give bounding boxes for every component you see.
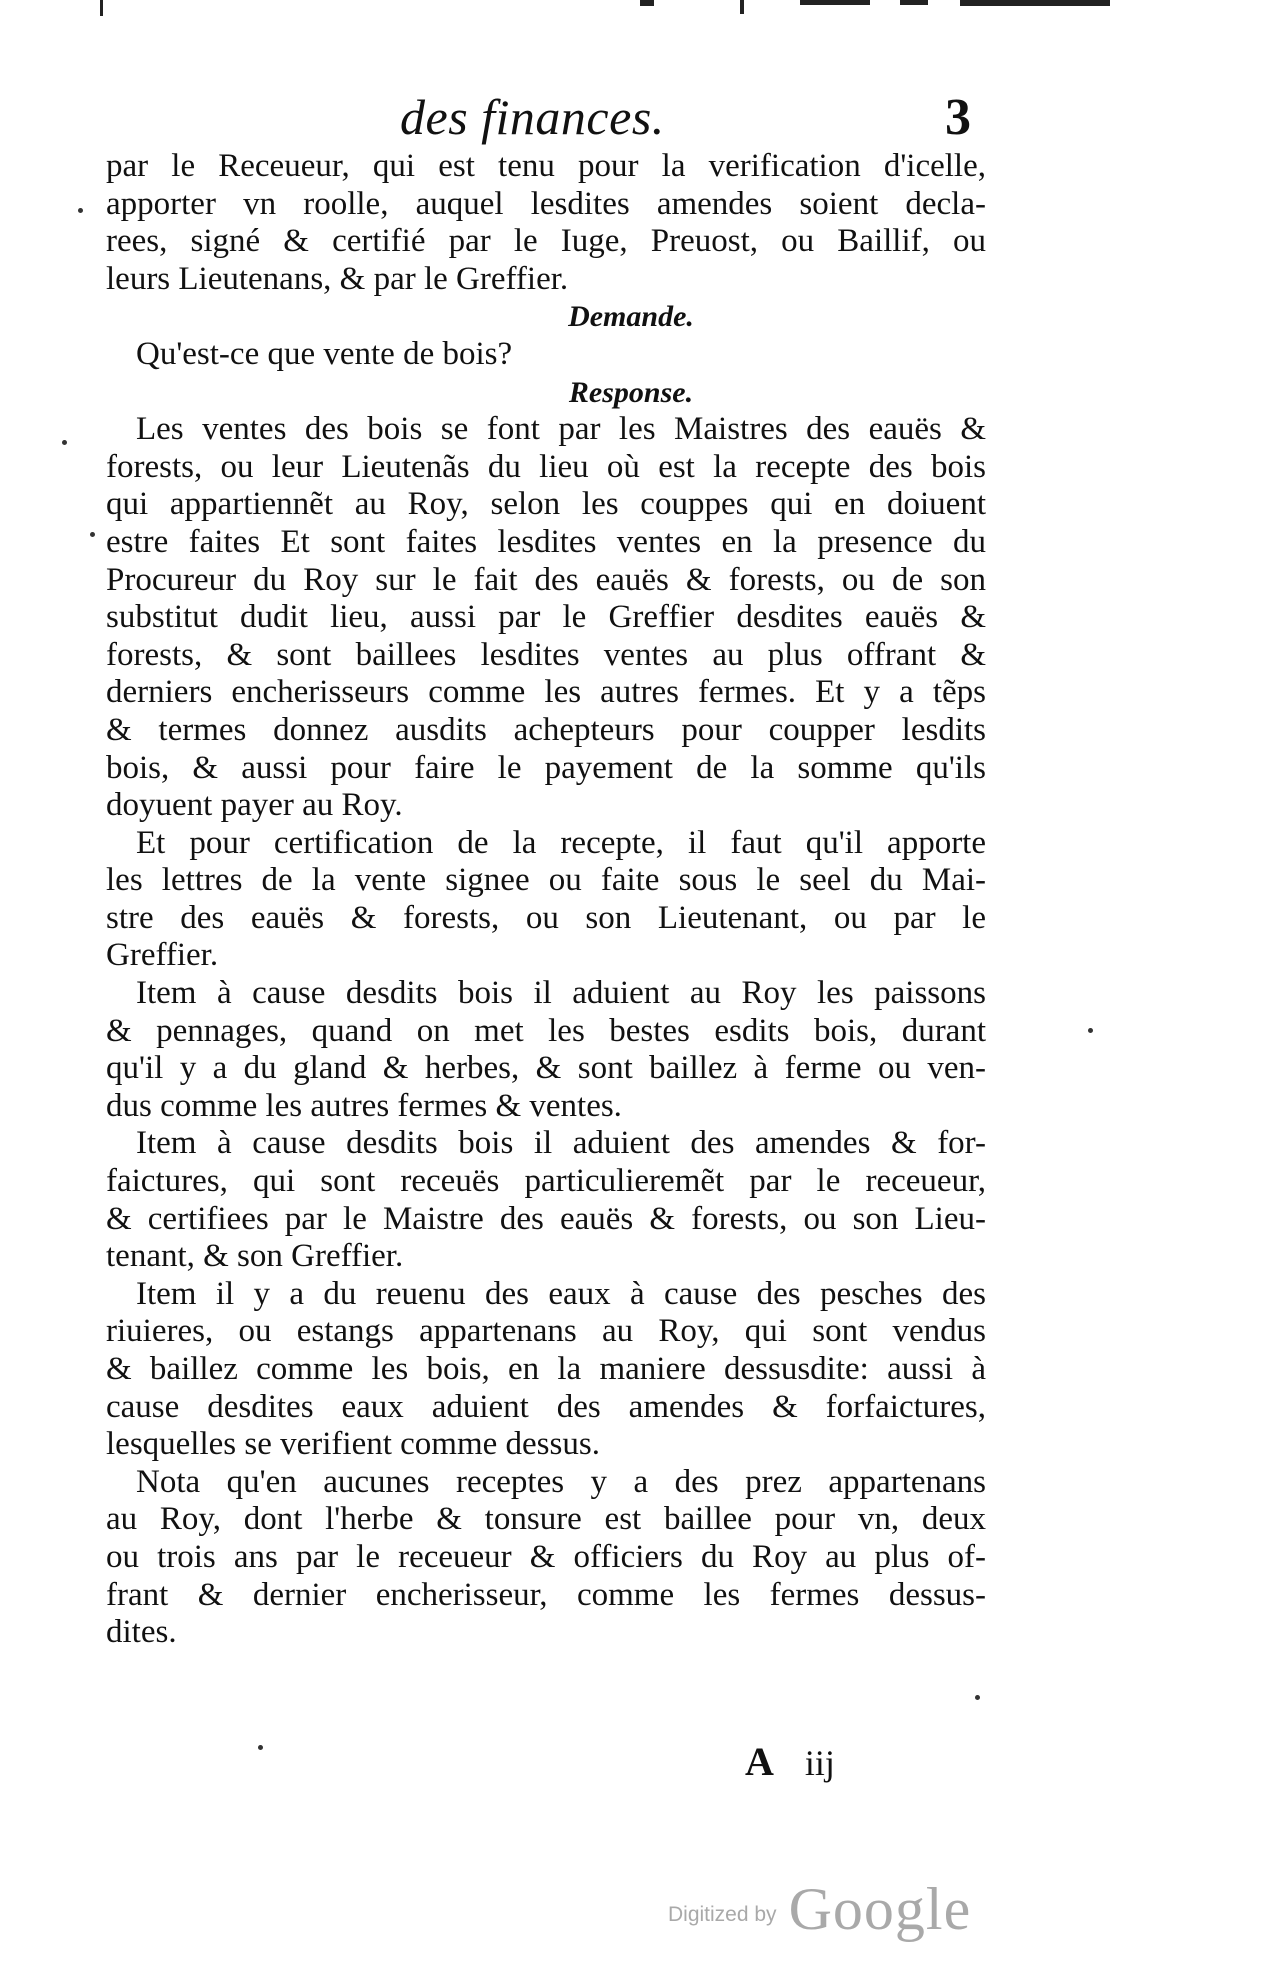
text-line: Nota qu'en aucunes receptes y a des prez appartenans	[136, 1463, 986, 1500]
ink-speck	[90, 532, 95, 537]
text-line: au Roy, dont l'herbe & tonsure est baillee pour vn, deux	[106, 1501, 986, 1538]
text-line: rees, signé & certifié par le Iuge, Preuost, ou Baillif, ou	[106, 223, 986, 260]
text-line: faictures, qui sont receuës particulieremẽt par le receueur,	[106, 1163, 986, 1200]
signature-letter: A	[745, 1739, 774, 1784]
text-line: Procureur du Roy sur le fait des eauës & forests, ou de son	[106, 561, 986, 598]
text-line: derniers encherisseurs comme les autres fermes. Et y a tẽps	[106, 674, 986, 711]
text-line: cause desdites eaux aduient des amendes & forfaictures,	[106, 1388, 986, 1425]
page-number: 3	[945, 89, 971, 146]
text-line: & termes donnez ausdits achepteurs pour coupper lesdits	[106, 711, 986, 748]
text-line: forests, & sont baillees lesdites ventes au plus offrant &	[106, 636, 986, 673]
text-line: les lettres de la vente signee ou faite sous le seel du Mai-	[106, 862, 986, 899]
ink-speck	[78, 208, 83, 213]
question-line: Qu'est-ce que vente de bois?	[136, 335, 513, 372]
text-line: & baillez comme les bois, en la maniere dessusdite: aussi à	[106, 1351, 986, 1387]
text-line: & pennages, quand on met les bestes esdits bois, durant	[106, 1012, 986, 1049]
text-line: riuieres, ou estangs appartenans au Roy, qui sont vendus	[106, 1313, 986, 1350]
ink-speck	[258, 1745, 263, 1750]
text-line: frant & dernier encherisseur, comme les fermes dessus-	[106, 1576, 986, 1613]
text-line: bois, & aussi pour faire le payement de la somme qu'ils	[106, 749, 986, 786]
text-line: Greffier.	[106, 937, 219, 974]
text-line: tenant, & son Greffier.	[106, 1238, 404, 1275]
text-line: qu'il y a du gland & herbes, & sont baillez à ferme ou ven-	[106, 1050, 986, 1087]
top-edge-marks	[100, 0, 1160, 22]
text-line: estre faites Et sont faites lesdites ventes en la presence du	[106, 523, 986, 560]
text-line: Item à cause desdits bois il aduient au Roy les paissons	[136, 975, 986, 1012]
text-line: doyuent payer au Roy.	[106, 787, 403, 824]
ink-speck	[1088, 1028, 1093, 1033]
ink-speck	[62, 440, 67, 445]
section-heading-demande: Demande.	[568, 300, 694, 334]
text-line: Et pour certification de la recepte, il faut qu'il apporte	[136, 824, 986, 861]
text-line: Item il y a du reuenu des eaux à cause des pesches des	[136, 1275, 986, 1312]
text-line: lesquelles se verifient comme dessus.	[106, 1426, 600, 1463]
section-heading-response: Response.	[568, 375, 694, 409]
text-line: par le Receueur, qui est tenu pour la verification d'icelle,	[106, 148, 986, 184]
text-line: & certifiees par le Maistre des eauës & forests, ou son Lieu-	[106, 1200, 986, 1237]
text-line: qui appartiennẽt au Roy, selon les couppes qui en doiuent	[106, 486, 986, 523]
text-line: substitut dudit lieu, aussi par le Greffier desdites eauës &	[106, 599, 986, 636]
ink-speck	[975, 1695, 980, 1700]
digitized-watermark	[668, 1875, 971, 1944]
text-line: apporter vn roolle, auquel lesdites amendes soient decla-	[106, 185, 986, 222]
text-line: Item à cause desdits bois il aduient des amendes & for-	[136, 1125, 986, 1162]
signature-mark	[745, 1738, 835, 1785]
text-line: dus comme les autres fermes & ventes.	[106, 1087, 622, 1124]
body-text	[106, 148, 986, 1652]
text-line: leurs Lieutenans, & par le Greffier.	[106, 260, 569, 297]
signature-numeral: iij	[804, 1743, 835, 1783]
text-line: dites.	[106, 1614, 177, 1651]
watermark-prefix: Digitized by	[668, 1903, 777, 1926]
text-line: Les ventes des bois se font par les Maistres des eauës &	[136, 411, 986, 448]
text-line: ou trois ans par le receueur & officiers du Roy au plus of-	[106, 1538, 986, 1575]
google-logo: Google	[788, 1876, 972, 1942]
running-head: des finances.	[400, 89, 665, 145]
text-line: stre des eauës & forests, ou son Lieutenant, ou par le	[106, 899, 986, 936]
text-line: forests, ou leur Lieutenãs du lieu où est la recepte des bois	[106, 448, 986, 485]
